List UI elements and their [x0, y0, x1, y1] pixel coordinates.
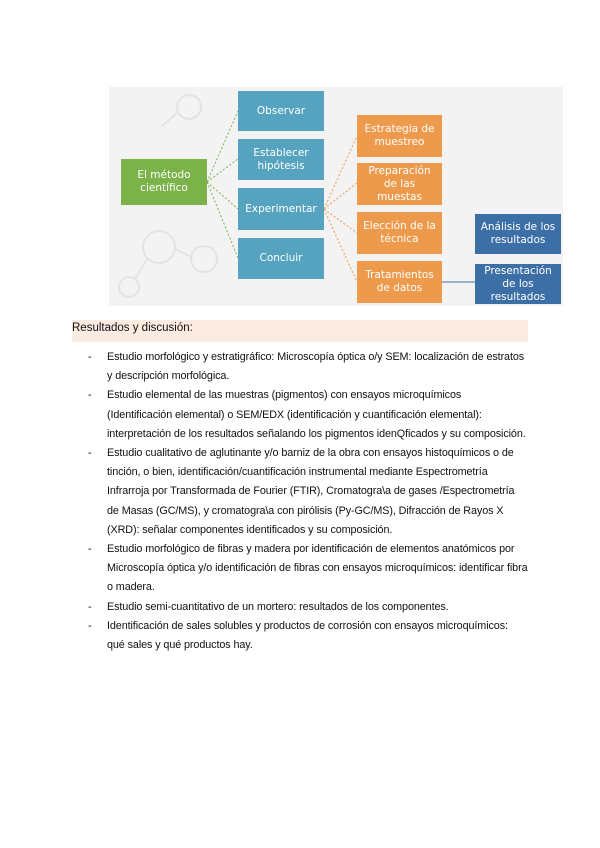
list-item: - Estudio elemental de las muestras (pigmentos) con ensayos microquímicos (Identificación elemental) o SEM/EDX (identificación y cuantificación elemental): interpretación de los resultados señalando los pigmentos idenQficados y su composición.	[88, 386, 528, 444]
list-item: - Estudio cualitativo de aglutinante y/o barniz de la obra con ensayos histoquímicos o de tinción, o bien, identificación/cuantificación instrumental mediante Espectrometría Infrarroja por Transformada de Fourier (FTIR), Cromatogra\a de gases /Espectrometría de Masas (GC/MS), y cromatogra\a con pirólisis (Py-GC/MS), Difracción de Rayos X (XRD): señalar componentes identificados y su composición.	[88, 444, 528, 540]
experiment-step-datos: Tratamientos de datos	[357, 261, 442, 303]
section-title: Resultados y discusión:	[72, 322, 193, 334]
step-observar: Observar	[238, 91, 324, 131]
experiment-step-preparacion: Preparación de las muestas	[357, 163, 442, 205]
scientific-method-diagram	[109, 87, 563, 306]
experiment-step-muestreo: Estrategia de muestreo	[357, 115, 442, 157]
dash-bullet-icon: -	[88, 600, 92, 613]
dash-bullet-icon: -	[88, 351, 92, 363]
step-concluir: Concluir	[238, 238, 324, 279]
dash-bullet-icon: -	[88, 543, 92, 556]
experiment-step-tecnica: Elección de la técnica	[357, 212, 442, 254]
list-item: - Estudio morfológico de fibras y madera por identificación de elementos anatómicos por Microscopía óptica y/o identificación de fibras con ensayos microquímicos: identificar fibra o madera.	[88, 540, 528, 598]
results-list	[88, 348, 528, 655]
step-hipotesis: Establecer hipótesis	[238, 139, 324, 180]
dash-bullet-icon: -	[88, 447, 92, 460]
list-item: - Estudio morfológico y estratigráfico: Microscopía óptica o/y SEM: localización de estratos y descripción morfológica.	[88, 348, 528, 386]
root-node: El método científico	[121, 159, 207, 205]
experiment-connectors	[324, 136, 357, 282]
dash-bullet-icon: -	[88, 619, 92, 632]
dash-bullet-icon: -	[88, 389, 92, 402]
list-item: - Identificación de sales solubles y productos de corrosión con ensayos microquímicos: qué sales y qué productos hay.	[88, 617, 528, 655]
step-experimentar: Experimentar	[238, 188, 324, 230]
result-analisis: Análisis de los resultados	[475, 214, 561, 254]
result-presentacion: Presentación de los resultados	[475, 264, 561, 304]
section-header	[72, 320, 528, 342]
list-item: - Estudio semi-cuantitativo de un mortero: resultados de los componentes.	[88, 598, 528, 617]
root-connectors	[207, 111, 238, 258]
